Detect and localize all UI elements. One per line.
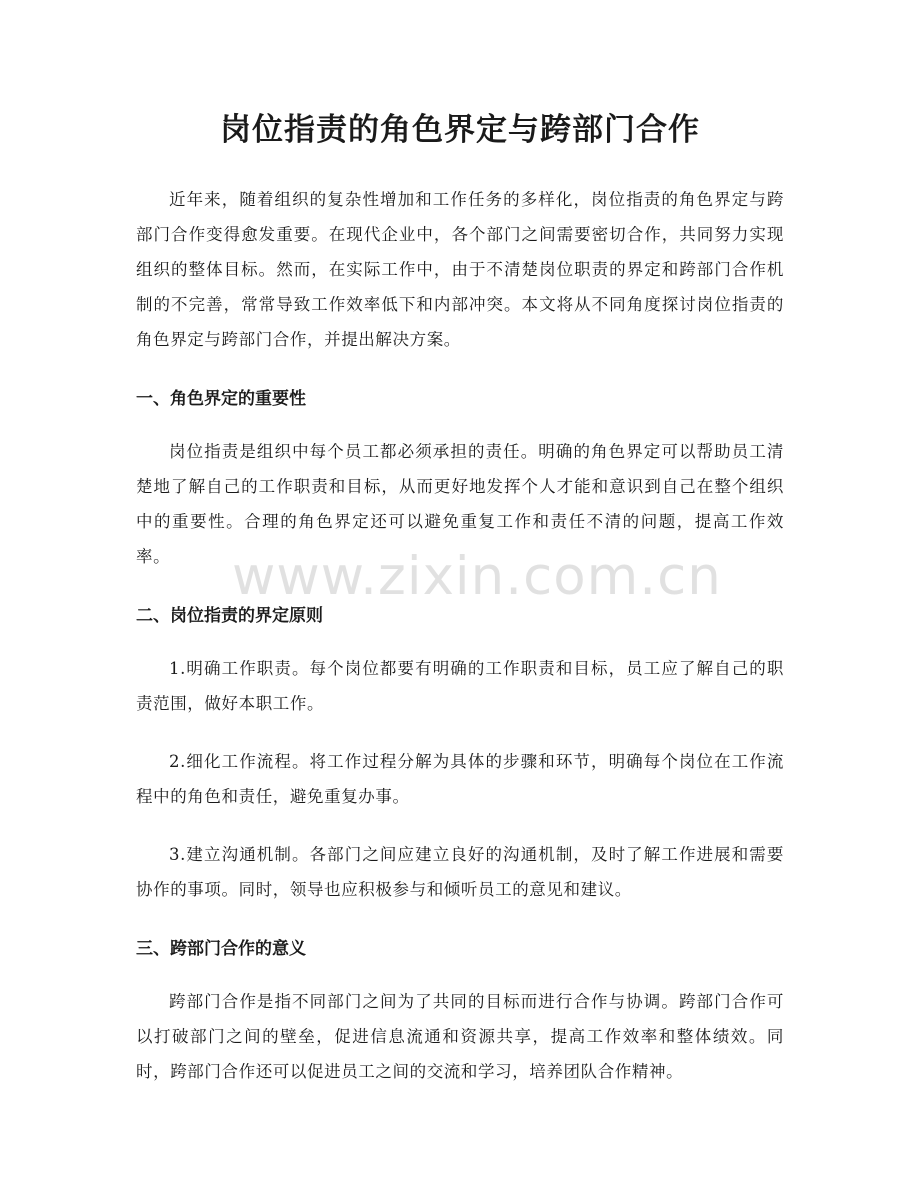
- section-3-paragraph-1: 跨部门合作是指不同部门之间为了共同的目标而进行合作与协调。跨部门合作可以打破部门之间的壁垒，促进信息流通和资源共享，提高工作效率和整体绩效。同时，跨部门合作还可以促进员工之间的交流和学习，培养团队合作精神。: [136, 992, 784, 1081]
- section-heading-3: 三、跨部门合作的意义: [136, 939, 306, 959]
- document-body: [136, 182, 784, 1089]
- page-title: 岗位指责的角色界定与跨部门合作: [220, 112, 700, 148]
- section-2-paragraph-2: 2.细化工作流程。将工作过程分解为具体的步骤和环节，明确每个岗位在工作流程中的角色和责任，避免重复办事。: [136, 752, 784, 806]
- intro-paragraph: 近年来，随着组织的复杂性增加和工作任务的多样化，岗位指责的角色界定与跨部门合作变得愈发重要。在现代企业中，各个部门之间需要密切合作，共同努力实现组织的整体目标。然而，在实际工作中，由于不清楚岗位职责的界定和跨部门合作机制的不完善，常常导致工作效率低下和内部冲突。本文将从不同角度探讨岗位指责的角色界定与跨部门合作，并提出解决方案。: [136, 190, 784, 349]
- section-1-paragraph-1: 岗位指责是组织中每个员工都必须承担的责任。明确的角色界定可以帮助员工清楚地了解自己的工作职责和目标，从而更好地发挥个人才能和意识到自己在整个组织中的重要性。合理的角色界定还可以避免重复工作和责任不清的问题，提高工作效率。: [136, 442, 784, 566]
- section-heading-2: 二、岗位指责的界定原则: [136, 606, 323, 626]
- section-2-paragraph-1: 1.明确工作职责。每个岗位都要有明确的工作职责和目标，员工应了解自己的职责范围，做好本职工作。: [136, 659, 784, 713]
- watermark: www.zixin.com.cn: [232, 546, 722, 607]
- section-2-paragraph-3: 3.建立沟通机制。各部门之间应建立良好的沟通机制，及时了解工作进展和需要协作的事项。同时，领导也应积极参与和倾听员工的意见和建议。: [136, 845, 784, 899]
- section-heading-1: 一、角色界定的重要性: [136, 389, 306, 409]
